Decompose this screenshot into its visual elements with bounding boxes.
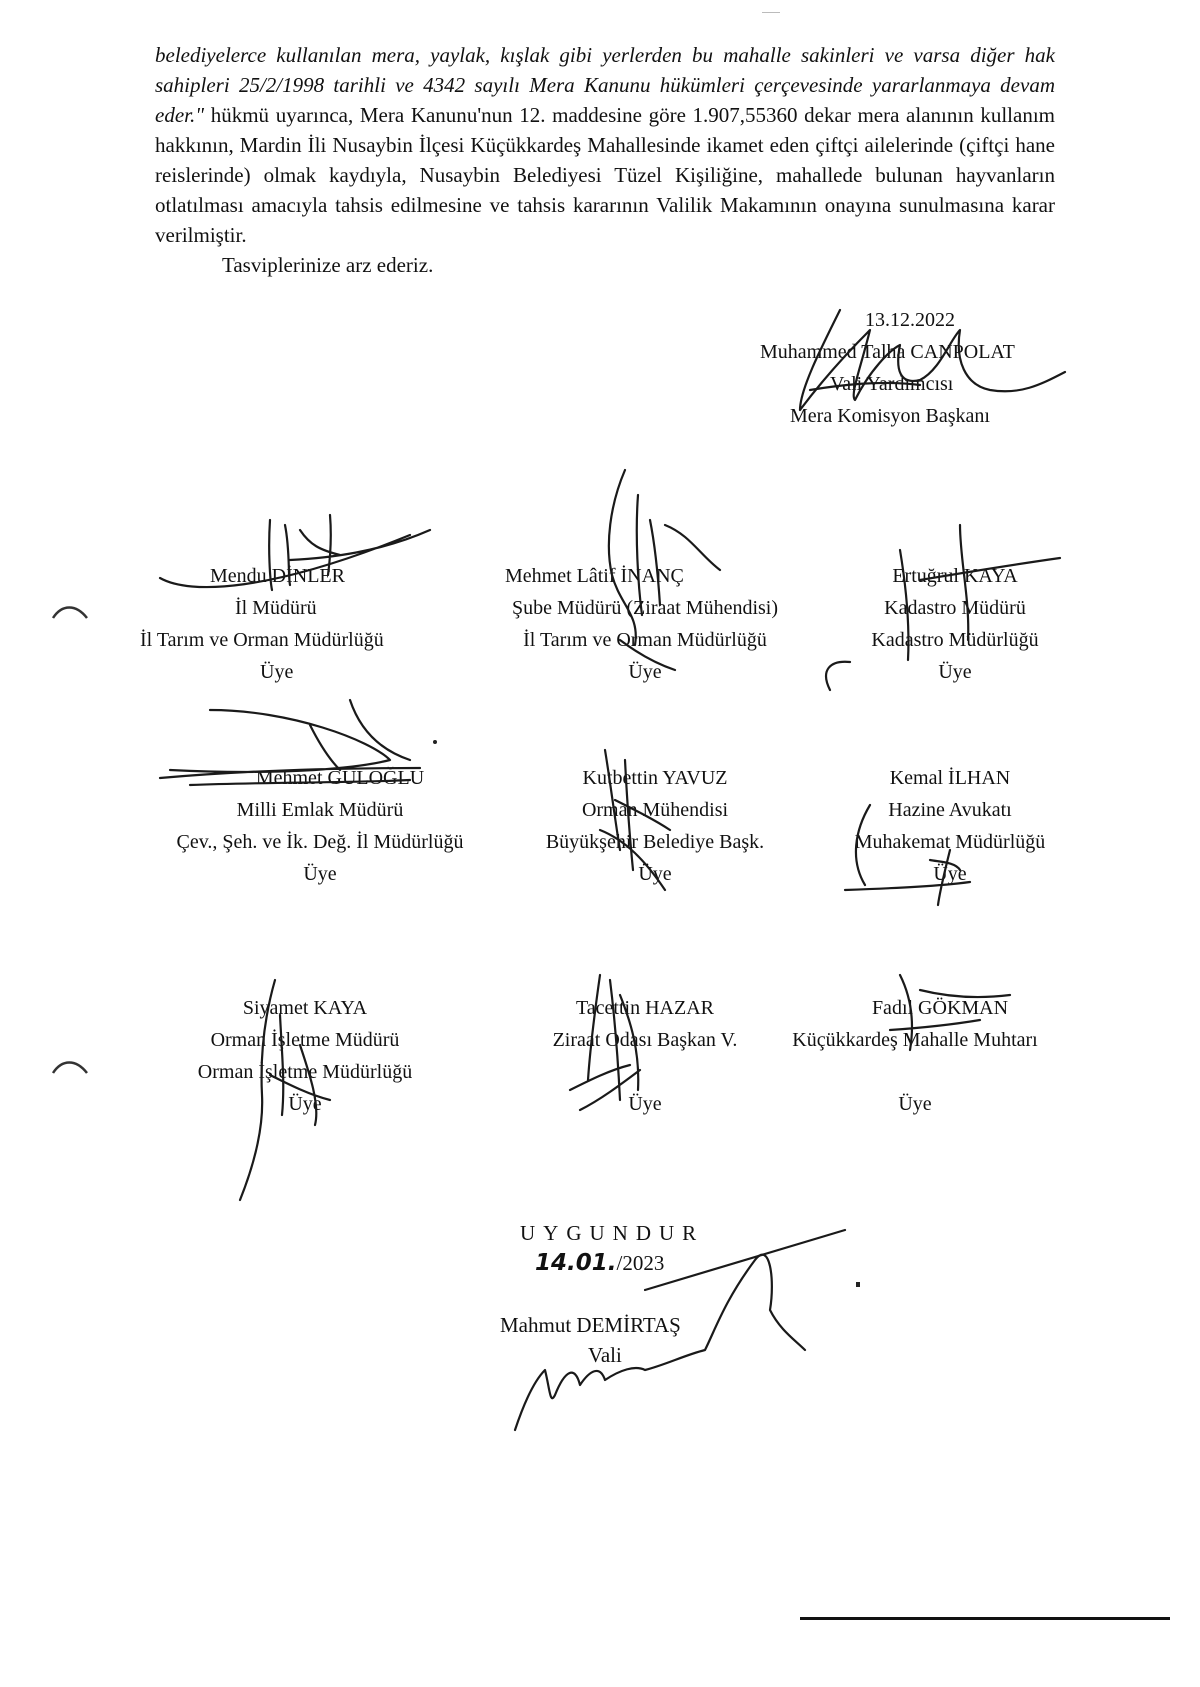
- ink-dot: [433, 740, 437, 744]
- member-block-3: [830, 560, 1080, 688]
- member-org: Çev., Şeh. ve İk. Değ. İl Müdürlüğü: [176, 831, 464, 853]
- member-block-1: [140, 560, 480, 688]
- member-role: Üye: [288, 1093, 322, 1115]
- member-title: İl Müdürü: [235, 597, 317, 619]
- member-name: Mehmet Lâtif İNANÇ: [505, 565, 684, 587]
- member-name: Tacettin HAZAR: [575, 997, 714, 1019]
- member-block-2: [475, 560, 815, 688]
- approval-name: Mahmut DEMİRTAŞ: [500, 1313, 681, 1337]
- member-title: Küçükkardeş Mahalle Muhtarı: [792, 1029, 1038, 1051]
- chair-title: Vali Yardımcısı: [830, 373, 954, 395]
- member-title: Orman İşletme Müdürü: [210, 1029, 400, 1051]
- member-block-4: [140, 762, 500, 890]
- member-block-8: [515, 992, 775, 1120]
- member-role: Üye: [628, 661, 662, 683]
- approval-title: Vali: [588, 1343, 622, 1367]
- member-block-5: [505, 762, 805, 890]
- member-org: İl Tarım ve Orman Müdürlüğü: [523, 629, 767, 651]
- member-title: Orman Mühendisi: [581, 799, 729, 821]
- member-name: Ertuğrul KAYA: [892, 565, 1018, 587]
- approval-date-year: /2023: [616, 1251, 665, 1275]
- member-title: Şube Müdürü (Ziraat Mühendisi): [511, 597, 779, 619]
- chair-block: [760, 304, 1060, 432]
- member-role: Üye: [938, 661, 972, 683]
- decision-paragraph: [155, 40, 1055, 250]
- member-block-6: [820, 762, 1080, 890]
- member-role: Üye: [933, 863, 967, 885]
- punch-hole-mark: [50, 1055, 90, 1079]
- member-role: Üye: [898, 1093, 932, 1115]
- member-block-9: [760, 992, 1070, 1120]
- closing-line: Tasviplerinize arz ederiz.: [222, 253, 434, 277]
- member-name: Kemal İLHAN: [889, 767, 1011, 789]
- member-name: Mehmet GÜLOĞLU: [255, 767, 425, 789]
- member-org: Kadastro Müdürlüğü: [871, 629, 1039, 651]
- chair-role: Mera Komisyon Başkanı: [790, 405, 990, 427]
- member-block-7: [170, 992, 440, 1120]
- approval-date-handwritten: 14.01.: [535, 1250, 617, 1276]
- approval-date: [500, 1248, 704, 1278]
- punch-hole-mark: [50, 600, 90, 624]
- member-title: Milli Emlak Müdürü: [236, 799, 404, 821]
- member-name: Fadıl GÖKMAN: [871, 997, 1009, 1019]
- approval-block: [500, 1218, 704, 1370]
- chair-name: Muhammed Talha CANPOLAT: [760, 341, 1015, 363]
- member-role: Üye: [260, 661, 294, 683]
- decision-text: hükmü uyarınca, Mera Kanunu'nun 12. maddesine göre 1.907,55360 dekar mera alanının kullanım hakkının, Mardin İli Nusaybin İlçesi Küçükkardeş Mahallesinde ikamet eden çiftçi ailelerinde (çiftçi hane reislerinde) olmak kaydıyla, Nusaybin Belediyesi Tüzel Kişiliğine, mahallede bulunan hayvanların otlatılması amacıyla tahsis edilmesine ve tahsis kararının Valilik Makamının onayına sunulmasına karar verilmiştir.: [155, 103, 1056, 247]
- scan-mark: [762, 12, 780, 13]
- member-role: Üye: [638, 863, 672, 885]
- member-role: Üye: [628, 1093, 662, 1115]
- chair-date: 13.12.2022: [865, 309, 955, 331]
- member-spacer: [515, 1056, 775, 1088]
- approval-label: UYGUNDUR: [520, 1221, 705, 1245]
- member-name: Kutbettin YAVUZ: [582, 767, 728, 789]
- member-title: Hazine Avukatı: [888, 799, 1012, 821]
- member-org: Orman İşletme Müdürlüğü: [197, 1061, 413, 1083]
- member-name: Siyamet KAYA: [242, 997, 368, 1019]
- member-org: İl Tarım ve Orman Müdürlüğü: [140, 629, 384, 651]
- member-name: Mendu DİNLER: [210, 565, 345, 587]
- member-title: Ziraat Odası Başkan V.: [552, 1029, 738, 1051]
- member-title: Kadastro Müdürü: [884, 597, 1026, 619]
- ink-dot: [856, 1282, 860, 1287]
- footer-rule: [800, 1617, 1170, 1620]
- member-role: Üye: [303, 863, 337, 885]
- member-org: Muhakemat Müdürlüğü: [854, 831, 1046, 853]
- quoted-regulation: belediyelerce kullanılan mera, yaylak, kışlak gibi yerlerden bu mahalle sakinleri ve varsa diğer hak sahipleri 25/2/1998 tarihli ve 4342 sayılı Mera Kanunu hükümleri çerçevesinde yararlanmaya devam eder.": [155, 43, 1055, 127]
- member-org: Büyükşehir Belediye Başk.: [545, 831, 765, 853]
- member-spacer: [760, 1056, 1070, 1088]
